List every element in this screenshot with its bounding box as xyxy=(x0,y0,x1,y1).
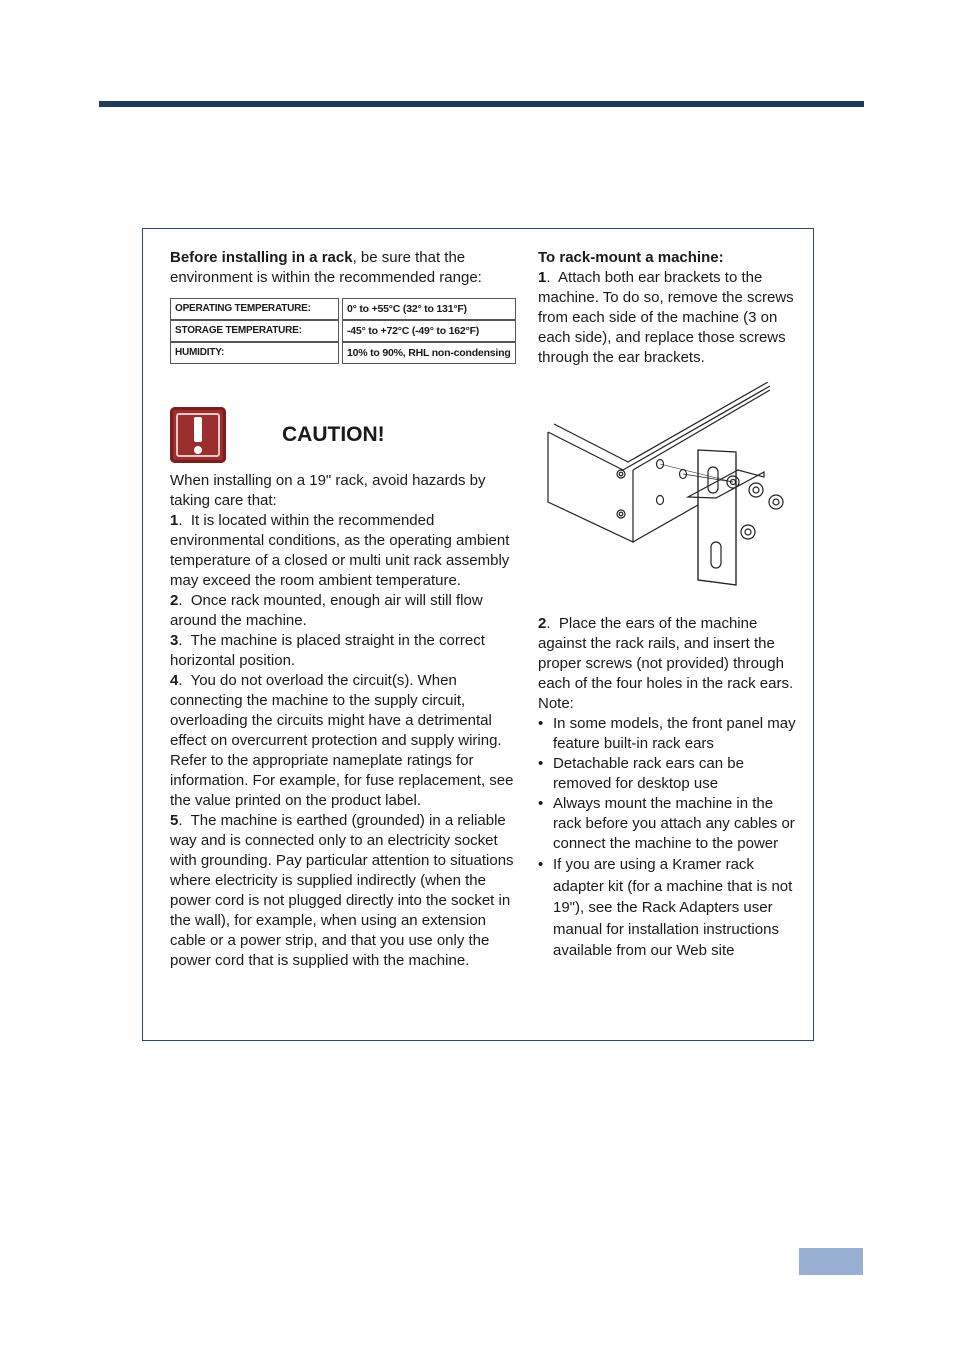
caution-item: 4. You do not overload the circuit(s). When connecting the machine to the supply circuit, overloading the circuits might have a detrimental effect on overcurrent protection and supply wiring. Refer to the appropriate nameplate ratings for information. For example, for fuse replacement, see the value printed on the product label. xyxy=(170,672,514,809)
row-label: OPERATING TEMPERATURE: xyxy=(170,298,339,320)
caution-header xyxy=(170,405,522,465)
row-value: 0° to +55°C (32° to 131°F) xyxy=(342,298,516,320)
right-column xyxy=(538,248,800,962)
notes-list xyxy=(538,714,800,962)
rack-step: 1. Attach both ear brackets to the machine. To do so, remove the screws from each side of the machine (3 on each side), and replace those screws through the ear brackets. xyxy=(538,269,794,366)
note-item: • Detachable rack ears can be removed for desktop use xyxy=(538,754,800,794)
env-intro xyxy=(170,248,522,288)
rack-step: 2. Place the ears of the machine against the rack rails, and insert the proper screws (not provided) through each of the four holes in the rack ears. xyxy=(538,615,794,692)
table-row xyxy=(170,342,516,364)
row-label: STORAGE TEMPERATURE: xyxy=(170,320,339,342)
environment-table xyxy=(167,298,519,364)
note-item: • If you are using a Kramer rack adapter kit (for a machine that is not 19"), see the Rack Adapters user manual for installation instructions available from our Web site xyxy=(538,854,800,962)
rack-ear-diagram xyxy=(538,382,800,608)
row-value: -45° to +72°C (-49° to 162°F) xyxy=(342,320,516,342)
note-label: Note: xyxy=(538,695,574,712)
note-item: • Always mount the machine in the rack before you attach any cables or connect the machine to the power xyxy=(538,794,800,854)
caution-item: 2. Once rack mounted, enough air will still flow around the machine. xyxy=(170,592,483,629)
caution-item: 3. The machine is placed straight in the correct horizontal position. xyxy=(170,632,485,669)
row-value: 10% to 90%, RHL non-condensing xyxy=(342,342,516,364)
env-intro-bold: Before installing in a rack xyxy=(170,249,353,266)
row-label: HUMIDITY: xyxy=(170,342,339,364)
left-column xyxy=(170,248,522,971)
caution-intro: When installing on a 19" rack, avoid hazards by taking care that: xyxy=(170,472,486,509)
caution-item: 1. It is located within the recommended environmental conditions, as the operating ambient temperature of a closed or multi unit rack assembly may exceed the room ambient temperature. xyxy=(170,512,510,589)
table-row xyxy=(170,298,516,320)
table-row xyxy=(170,320,516,342)
caution-title: CAUTION! xyxy=(282,423,385,446)
env-intro-rest: , be sure that the environment is within the recommended range: xyxy=(170,249,482,286)
note-item: • In some models, the front panel may feature built-in rack ears xyxy=(538,714,800,754)
page-number-tab xyxy=(799,1248,863,1275)
header-rule xyxy=(99,101,864,107)
caution-text xyxy=(170,471,522,971)
exclamation-icon xyxy=(170,407,226,463)
caution-item: 5. The machine is earthed (grounded) in a reliable way and is connected only to an electricity socket with grounding. Pay particular attention to situations where electricity is supplied indirectly (when the power cord is not plugged directly into the socket in the wall), for example, when using an extension cable or a power strip, and that you use only the power cord that is supplied with the machine. xyxy=(170,812,514,969)
rack-title: To rack-mount a machine: xyxy=(538,249,724,266)
